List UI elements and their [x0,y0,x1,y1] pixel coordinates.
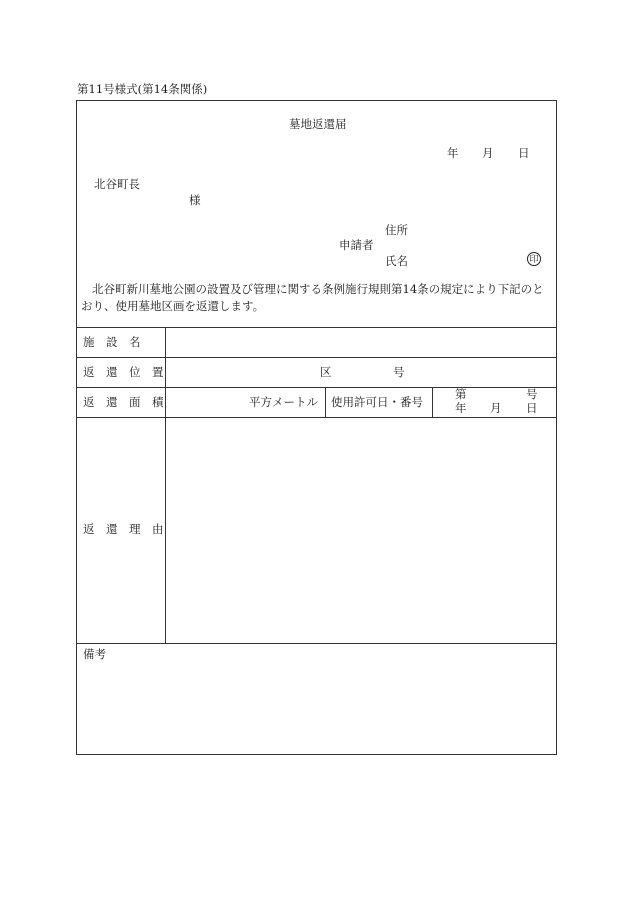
applicant-label: 申請者 [339,238,374,252]
facility-name-field[interactable] [167,329,555,355]
permit-month: 月 [490,401,502,415]
form-number-label: 第11号様式(第14条関係) [77,82,208,96]
permit-year: 年 [455,401,467,415]
recipient-honorific: 様 [189,193,201,207]
remarks-label: 備考 [83,647,106,661]
divider [77,327,556,328]
permit-label: 使用許可日・番号 [331,395,423,409]
area-unit: 平方メートル [249,395,318,409]
row-label-position: 返 還 位 置 [83,365,164,379]
form-title: 墓地返還届 [289,117,347,131]
divider [77,643,556,644]
divider [77,387,556,388]
date-month: 月 [482,146,494,160]
permit-gou: 号 [526,387,538,401]
remarks-field[interactable] [79,663,555,751]
seal-mark: 印 [527,252,541,266]
area-divider [325,387,326,417]
label-column-divider [165,327,166,643]
row-label-area: 返 還 面 積 [83,395,164,409]
divider [77,417,556,418]
position-gou: 号 [393,365,405,379]
address-label: 住所 [385,223,408,237]
date-year: 年 [447,146,459,160]
recipient-name: 北谷町長 [94,177,140,191]
permit-divider [432,387,433,417]
return-form [76,100,557,755]
statement-text: 北谷町新川墓地公園の設置及び管理に関する条例施行規則第14条の規定により下記のとおり、使用墓地区画を返還します。 [81,282,544,313]
return-reason-field[interactable] [167,419,555,641]
date-day: 日 [518,146,530,160]
divider [77,357,556,358]
row-label-reason: 返 還 理 由 [83,522,164,536]
row-label-facility: 施 設 名 [83,335,141,349]
permit-day: 日 [526,401,538,415]
permit-dai: 第 [455,387,467,401]
position-ku: 区 [320,365,332,379]
name-label: 氏名 [385,254,408,268]
